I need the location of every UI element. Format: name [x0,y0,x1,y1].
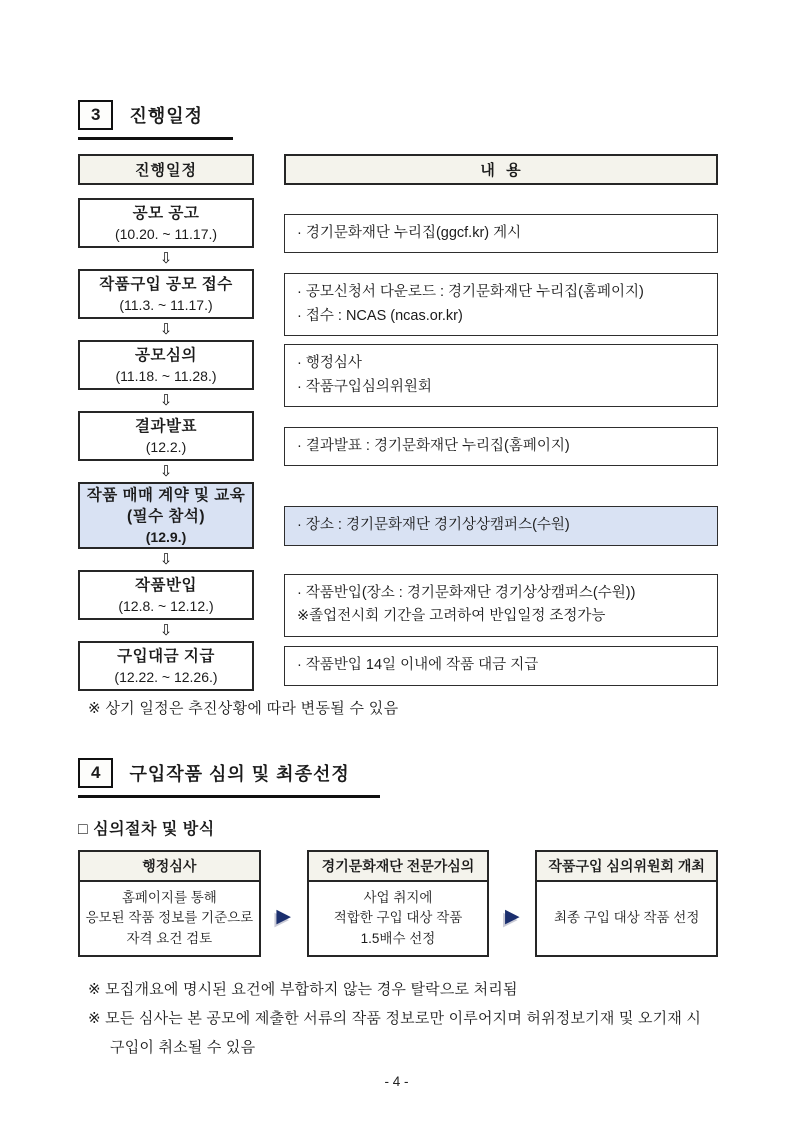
right-arrow-icon: ▶ [505,905,520,927]
review-step-body [535,882,718,957]
schedule-step-content [284,344,718,407]
schedule-step-title: 구입대금 지급 [117,647,215,665]
review-step-line: 응모된 작품 정보를 기준으로 [85,910,254,926]
down-arrow-icon: ⇩ [159,392,173,410]
content-line: · 작품반입(장소 : 경기문화재단 경기상상캠퍼스(수원)) [297,584,636,601]
schedule-step-box [78,340,254,390]
section4-title: 구입작품 심의 및 최종선정 [129,763,350,784]
schedule-step-box [78,570,254,620]
schedule-step-date: (12.9.) [145,528,187,545]
content-column-header: 내 용 [284,154,718,185]
section4-subheading: □ 심의절차 및 방식 [78,821,215,839]
schedule-step-title: 공모 공고 [132,205,200,223]
down-arrow-icon: ⇩ [159,550,173,568]
review-step-line: 적합한 구입 대상 작품 [333,910,463,926]
schedule-content-cell [284,269,718,340]
schedule-step-cell [78,411,254,482]
schedule-note: ※ 상기 일정은 추진상황에 따라 변동될 수 있음 [88,699,399,717]
schedule-content-cell [284,340,718,411]
schedule-step-content [284,427,718,466]
review-step [307,850,490,957]
schedule-step-cell [78,482,254,570]
schedule-content-cell [284,570,718,641]
review-step-header: 경기문화재단 전문가심의 [307,850,490,882]
down-arrow-icon: ⇩ [159,463,173,481]
schedule-step-cell [78,198,254,269]
schedule-step-title: 작품구입 공모 접수 [99,276,233,294]
schedule-step-date: (12.8. ~ 12.12.) [118,597,214,614]
content-line: · 행정심사 [297,355,362,372]
section3-number-box: 3 [78,100,113,130]
down-arrow-icon: ⇩ [159,621,173,639]
schedule-content-cell [284,641,718,691]
content-line: · 경기문화재단 누리집(ggcf.kr) 게시 [297,224,522,241]
schedule-step-box [78,269,254,319]
schedule-step-cell [78,340,254,411]
content-line: · 결과발표 : 경기문화재단 누리집(홈페이지) [297,437,570,454]
schedule-step-content [284,506,718,545]
review-step-body [78,882,261,957]
schedule-step-date: (11.18. ~ 11.28.) [115,368,217,385]
section4-notes [78,975,718,1063]
schedule-content-cell [284,411,718,482]
review-step-header: 작품구입 심의위원회 개최 [535,850,718,882]
schedule-column-header: 진행일정 [78,154,254,185]
schedule-row [78,570,718,641]
down-arrow-icon: ⇩ [159,250,173,268]
schedule-step-cell [78,269,254,340]
review-step-line: 1.5배수 선정 [360,930,436,946]
schedule-step-content [284,574,718,637]
schedule-step-title: 결과발표 [135,418,197,436]
schedule-step-content [284,646,718,685]
schedule-row [78,340,718,411]
review-step-header: 행정심사 [78,850,261,882]
review-step-line: 사업 취지에 [363,890,433,906]
schedule-row [78,198,718,269]
review-step [78,850,261,957]
review-step [535,850,718,957]
right-arrow-icon: ▶ [276,905,291,927]
schedule-step-date: (10.20. ~ 11.17.) [114,226,218,243]
content-line: · 작품구입심의위원회 [297,378,432,395]
page-number: - 4 - [384,1074,409,1089]
schedule-step-date: (12.22. ~ 12.26.) [114,668,218,685]
schedule-content-cell [284,198,718,269]
review-step-line: 최종 구입 대상 작품 선정 [553,910,700,926]
section4-number-box: 4 [78,758,113,788]
review-flow [78,850,718,957]
down-arrow-icon: ⇩ [159,321,173,339]
schedule-step-cell [78,641,254,691]
schedule-row [78,482,718,570]
note-line: ※ 모집개요에 명시된 요건에 부합하지 않는 경우 탈락으로 처리됨 [88,980,518,998]
section3-heading [78,100,718,140]
review-step-line: 자격 요건 검토 [126,930,213,946]
schedule-rows [78,198,718,691]
schedule-step-box [78,411,254,461]
content-line: · 접수 : NCAS (ncas.or.kr) [297,307,463,324]
schedule-step-title: 공모심의 [135,347,197,365]
schedule-step-date: (12.2.) [145,439,187,456]
schedule-step-cell [78,570,254,641]
review-step-body [307,882,490,957]
schedule-step-box [78,482,254,549]
schedule-step-title: 작품반입 [135,576,197,594]
schedule-step-date: (11.3. ~ 11.17.) [119,297,213,314]
schedule-content-cell [284,482,718,570]
schedule-row [78,411,718,482]
schedule-row [78,269,718,340]
section3-title: 진행일정 [129,106,204,127]
schedule-step-box [78,641,254,691]
schedule-step-title: 작품 매매 계약 및 교육 (필수 참석) [86,487,246,526]
content-line: ※졸업전시회 기간을 고려하여 반입일정 조정가능 [297,608,606,625]
schedule-step-box [78,198,254,248]
content-line: · 작품반입 14일 이내에 작품 대금 지급 [297,657,539,674]
content-line: · 공모신청서 다운로드 : 경기문화재단 누리집(홈페이지) [297,284,644,301]
note-line: ※ 모든 심사는 본 공모에 제출한 서류의 작품 정보로만 이루어지며 허위정보기재 및 오기재 시 구입이 취소될 수 있음 [88,1010,702,1057]
section4-heading [78,758,718,798]
schedule-step-content [284,273,718,336]
review-step-line: 홈페이지를 통해 [121,890,217,906]
schedule-table-header [78,154,718,185]
schedule-step-content [284,214,718,253]
content-line: · 장소 : 경기문화재단 경기상상캠퍼스(수원) [297,517,570,534]
schedule-row [78,641,718,691]
